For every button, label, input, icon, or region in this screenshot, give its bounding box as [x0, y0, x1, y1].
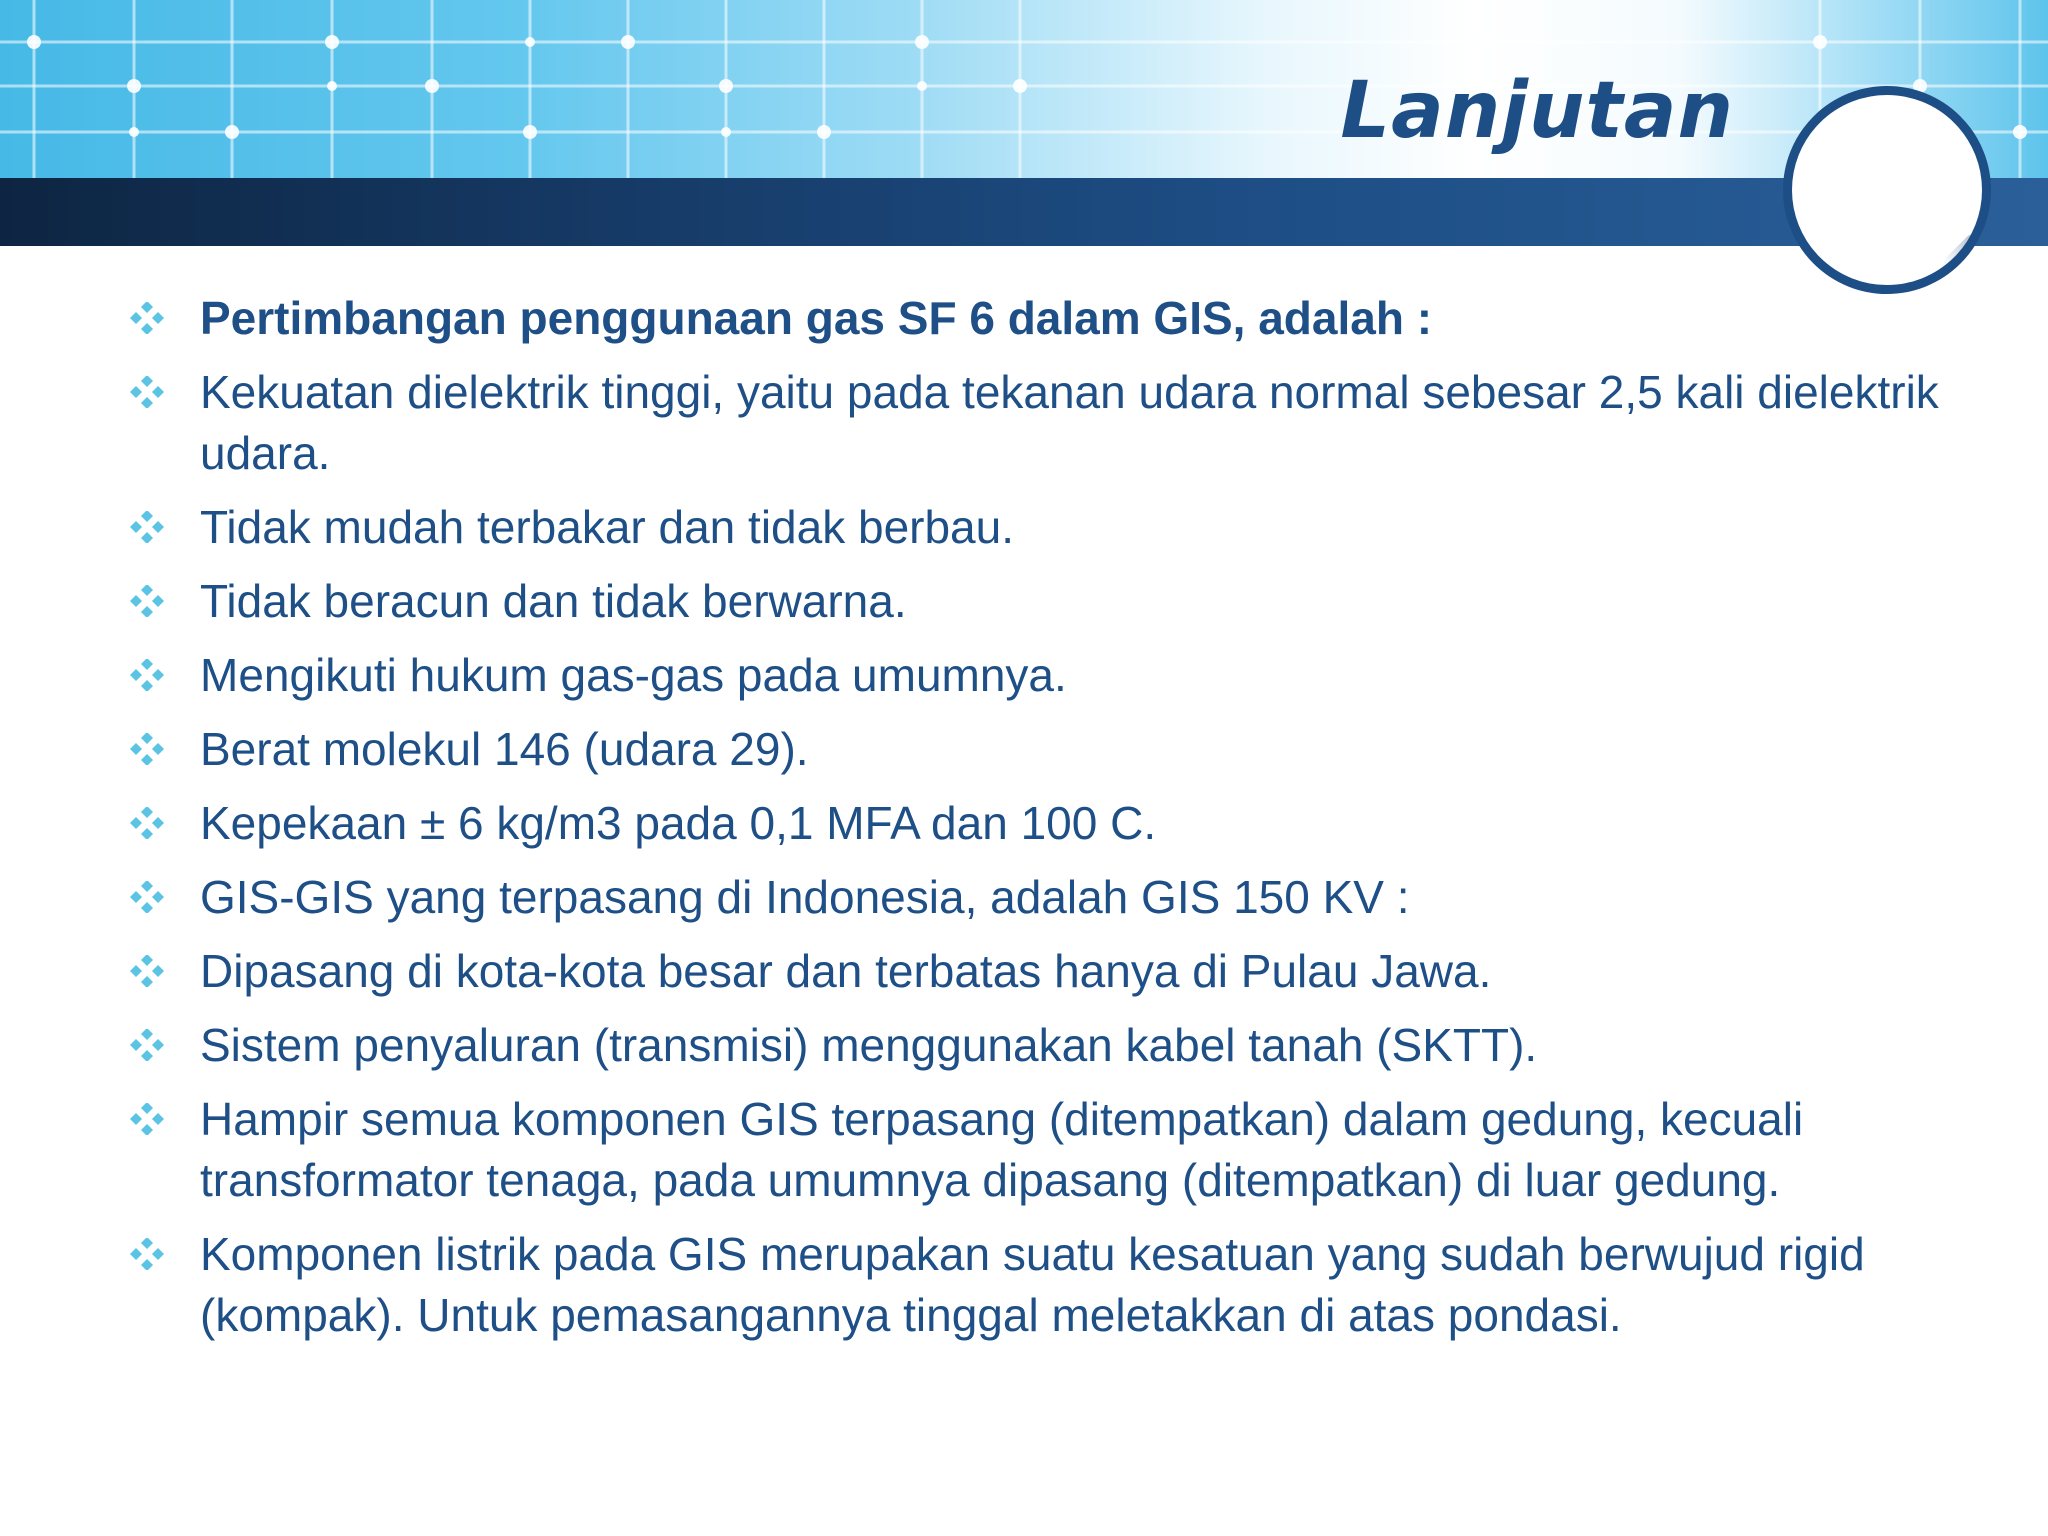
- four-diamond-bullet-icon: [128, 376, 166, 408]
- bullet-item: [128, 497, 1948, 558]
- bullet-item: [128, 1224, 1948, 1346]
- bullet-item: [128, 941, 1948, 1002]
- bullet-text: GIS-GIS yang terpasang di Indonesia, adalah GIS 150 KV :: [200, 871, 1410, 923]
- four-diamond-bullet-icon: [128, 733, 166, 765]
- circle-ornament: [1783, 86, 1991, 294]
- bullet-item: [128, 793, 1948, 854]
- bullet-item: [128, 1015, 1948, 1076]
- bullet-text: Mengikuti hukum gas-gas pada umumnya.: [200, 649, 1067, 701]
- header-grid-pattern: [0, 0, 2048, 180]
- header-band: [0, 178, 2048, 246]
- four-diamond-bullet-icon: [128, 1029, 166, 1061]
- four-diamond-bullet-icon: [128, 807, 166, 839]
- grid-pattern-graphic: [0, 0, 2048, 180]
- bullet-item: [128, 867, 1948, 928]
- four-diamond-bullet-icon: [128, 511, 166, 543]
- bullet-text: Tidak mudah terbakar dan tidak berbau.: [200, 501, 1015, 553]
- bullet-list: [128, 288, 1948, 1359]
- four-diamond-bullet-icon: [128, 302, 166, 334]
- bullet-text: Dipasang di kota-kota besar dan terbatas hanya di Pulau Jawa.: [200, 945, 1492, 997]
- bullet-text: Pertimbangan penggunaan gas SF 6 dalam GIS, adalah :: [200, 292, 1433, 344]
- four-diamond-bullet-icon: [128, 1103, 166, 1135]
- bullet-item: [128, 288, 1948, 349]
- bullet-item: [128, 571, 1948, 632]
- four-diamond-bullet-icon: [128, 659, 166, 691]
- four-diamond-bullet-icon: [128, 1238, 166, 1270]
- bullet-item: [128, 362, 1948, 484]
- bullet-item: [128, 1089, 1948, 1211]
- circle-shine: [1942, 234, 1975, 267]
- four-diamond-bullet-icon: [128, 881, 166, 913]
- bullet-text: Hampir semua komponen GIS terpasang (ditempatkan) dalam gedung, kecuali transformator tenaga, pada umumnya dipasang (ditempatkan) di luar gedung.: [200, 1093, 1804, 1206]
- bullet-text: Berat molekul 146 (udara 29).: [200, 723, 809, 775]
- bullet-text: Tidak beracun dan tidak berwarna.: [200, 575, 907, 627]
- bullet-item: [128, 719, 1948, 780]
- bullet-text: Kepekaan ± 6 kg/m3 pada 0,1 MFA dan 100 C.: [200, 797, 1157, 849]
- bullet-item: [128, 645, 1948, 706]
- four-diamond-bullet-icon: [128, 585, 166, 617]
- bullet-text: Sistem penyaluran (transmisi) menggunakan kabel tanah (SKTT).: [200, 1019, 1538, 1071]
- four-diamond-bullet-icon: [128, 955, 166, 987]
- slide-title: Lanjutan: [1340, 66, 1734, 156]
- bullet-text: Kekuatan dielektrik tinggi, yaitu pada tekanan udara normal sebesar 2,5 kali dielektrik udara.: [200, 366, 1939, 479]
- bullet-text: Komponen listrik pada GIS merupakan suatu kesatuan yang sudah berwujud rigid (kompak). Untuk pemasangannya tinggal meletakkan di atas pondasi.: [200, 1228, 1865, 1341]
